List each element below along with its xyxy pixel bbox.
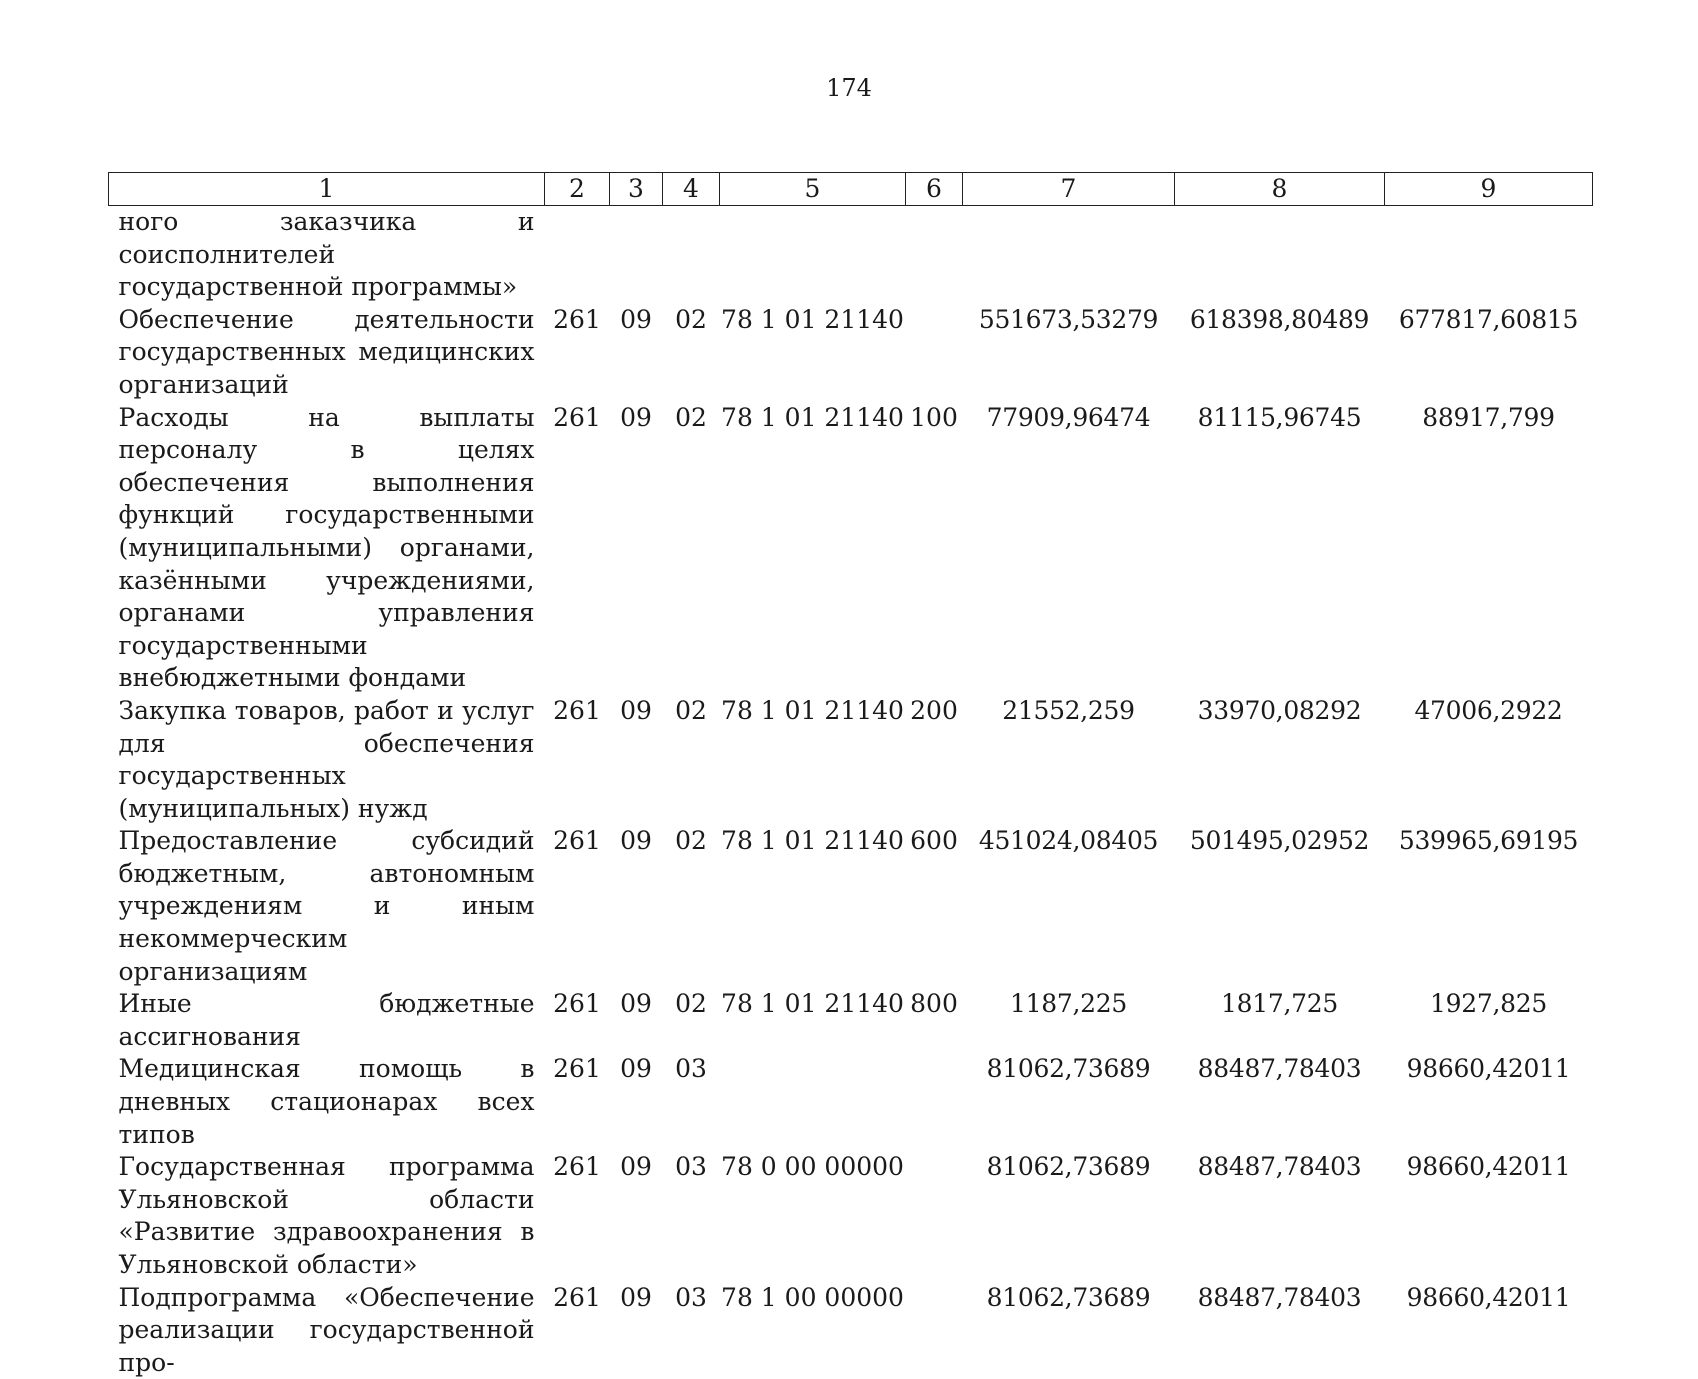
cell-c4: 02 bbox=[675, 402, 707, 432]
cell-c9 bbox=[1385, 206, 1593, 304]
cell-c7: 81062,73689 bbox=[986, 1054, 1151, 1084]
cell-c9: 98660,42011 bbox=[1406, 1152, 1571, 1182]
cell-c9: 539965,69195 bbox=[1398, 826, 1579, 856]
cell-c2: 261 bbox=[553, 695, 601, 725]
table-row bbox=[109, 1151, 1593, 1281]
cell-c2: 261 bbox=[553, 989, 601, 1019]
column-header: 9 bbox=[1385, 173, 1593, 206]
cell-c7: 81062,73689 bbox=[986, 1282, 1151, 1312]
cell-c3: 09 bbox=[620, 989, 652, 1019]
cell-c3: 09 bbox=[620, 1152, 652, 1182]
cell-c4: 02 bbox=[675, 304, 707, 334]
cell-c7: 21552,259 bbox=[1002, 695, 1135, 725]
cell-c9: 88917,799 bbox=[1422, 402, 1555, 432]
cell-c2: 261 bbox=[553, 1152, 601, 1182]
cell-c9: 98660,42011 bbox=[1406, 1282, 1571, 1312]
cell-c6 bbox=[906, 1053, 963, 1151]
cell-c3: 09 bbox=[620, 1282, 652, 1312]
cell-c9: 1927,825 bbox=[1430, 989, 1547, 1019]
column-header: 1 bbox=[109, 173, 545, 206]
cell-c3 bbox=[610, 206, 663, 304]
cell-c3: 09 bbox=[620, 826, 652, 856]
cell-c5: 78 1 01 21140 bbox=[721, 402, 904, 432]
cell-c5: 78 1 01 21140 bbox=[721, 304, 904, 334]
cell-c5: 78 1 00 00000 bbox=[721, 1282, 904, 1312]
page-number: 174 bbox=[826, 74, 872, 102]
cell-c4: 02 bbox=[675, 826, 707, 856]
cell-c2: 261 bbox=[553, 1282, 601, 1312]
cell-c9: 98660,42011 bbox=[1406, 1054, 1571, 1084]
row-name: Медицинская помощь в дневных стационарах всех типов bbox=[118, 1054, 535, 1149]
table-row bbox=[109, 206, 1593, 304]
cell-c7: 81062,73689 bbox=[986, 1152, 1151, 1182]
row-name: ного заказчика и соисполнителей государственной программы» bbox=[118, 207, 535, 302]
cell-c8: 81115,96745 bbox=[1197, 402, 1362, 432]
cell-c7: 551673,53279 bbox=[978, 304, 1159, 334]
cell-c6: 100 bbox=[910, 402, 958, 432]
cell-c6: 200 bbox=[910, 695, 958, 725]
table-row bbox=[109, 695, 1593, 825]
cell-c4: 02 bbox=[675, 695, 707, 725]
cell-c2: 261 bbox=[553, 304, 601, 334]
row-name: Подпрограмма «Обеспечение реализации государственной про- bbox=[118, 1282, 535, 1377]
cell-c8: 33970,08292 bbox=[1197, 695, 1362, 725]
table-header-row bbox=[109, 173, 1593, 206]
cell-c7: 1187,225 bbox=[1010, 989, 1127, 1019]
row-name: Обеспечение деятельности государственных медицинских организаций bbox=[118, 304, 535, 399]
table-row bbox=[109, 825, 1593, 988]
column-header: 2 bbox=[545, 173, 610, 206]
cell-c6: 600 bbox=[910, 826, 958, 856]
table-row bbox=[109, 1282, 1593, 1379]
cell-c8: 88487,78403 bbox=[1197, 1054, 1362, 1084]
cell-c6 bbox=[906, 304, 963, 402]
cell-c5 bbox=[720, 1053, 906, 1151]
cell-c2 bbox=[545, 206, 610, 304]
cell-c2: 261 bbox=[553, 826, 601, 856]
column-header: 6 bbox=[906, 173, 963, 206]
row-name: Закупка товаров, работ и услуг для обеспечения государственных (муниципальных) нужд bbox=[118, 695, 535, 823]
cell-c5: 78 0 00 00000 bbox=[721, 1152, 904, 1182]
cell-c8 bbox=[1175, 206, 1385, 304]
table-row bbox=[109, 304, 1593, 402]
cell-c6 bbox=[906, 206, 963, 304]
cell-c5 bbox=[720, 206, 906, 304]
table-row bbox=[109, 1053, 1593, 1151]
cell-c5: 78 1 01 21140 bbox=[721, 826, 904, 856]
column-header: 8 bbox=[1175, 173, 1385, 206]
cell-c4: 03 bbox=[675, 1282, 707, 1312]
cell-c8: 618398,80489 bbox=[1189, 304, 1370, 334]
budget-table bbox=[108, 172, 1593, 1379]
table-row bbox=[109, 988, 1593, 1053]
column-header: 7 bbox=[963, 173, 1175, 206]
cell-c9: 47006,2922 bbox=[1414, 695, 1563, 725]
cell-c8: 88487,78403 bbox=[1197, 1282, 1362, 1312]
table-row bbox=[109, 402, 1593, 695]
column-header: 4 bbox=[663, 173, 720, 206]
cell-c5: 78 1 01 21140 bbox=[721, 695, 904, 725]
row-name: Иные бюджетные ассигнования bbox=[118, 989, 535, 1051]
cell-c3: 09 bbox=[620, 304, 652, 334]
cell-c3: 09 bbox=[620, 402, 652, 432]
cell-c6 bbox=[906, 1282, 963, 1379]
cell-c7: 77909,96474 bbox=[986, 402, 1151, 432]
cell-c2: 261 bbox=[553, 1054, 601, 1084]
cell-c8: 501495,02952 bbox=[1189, 826, 1370, 856]
cell-c5: 78 1 01 21140 bbox=[721, 989, 904, 1019]
cell-c9: 677817,60815 bbox=[1398, 304, 1579, 334]
cell-c8: 1817,725 bbox=[1221, 989, 1338, 1019]
cell-c6 bbox=[906, 1151, 963, 1281]
cell-c2: 261 bbox=[553, 402, 601, 432]
cell-c4: 03 bbox=[675, 1054, 707, 1084]
cell-c7: 451024,08405 bbox=[978, 826, 1159, 856]
column-header: 5 bbox=[720, 173, 906, 206]
row-name: Расходы на выплаты персоналу в целях обеспечения выполнения функций государственными (муниципальными) органами, казёнными учреждениями, органами управления государственными внебюджетными фондами bbox=[118, 402, 535, 693]
cell-c4: 03 bbox=[675, 1152, 707, 1182]
column-header: 3 bbox=[610, 173, 663, 206]
cell-c8: 88487,78403 bbox=[1197, 1152, 1362, 1182]
cell-c4 bbox=[663, 206, 720, 304]
row-name: Государственная программа Ульяновской области «Развитие здравоохранения в Ульяновской области» bbox=[118, 1152, 535, 1279]
row-name: Предоставление субсидий бюджетным, автономным учреждениям и иным некоммерческим организациям bbox=[118, 826, 535, 986]
cell-c3: 09 bbox=[620, 695, 652, 725]
cell-c3: 09 bbox=[620, 1054, 652, 1084]
cell-c6: 800 bbox=[910, 989, 958, 1019]
cell-c7 bbox=[963, 206, 1175, 304]
cell-c4: 02 bbox=[675, 989, 707, 1019]
